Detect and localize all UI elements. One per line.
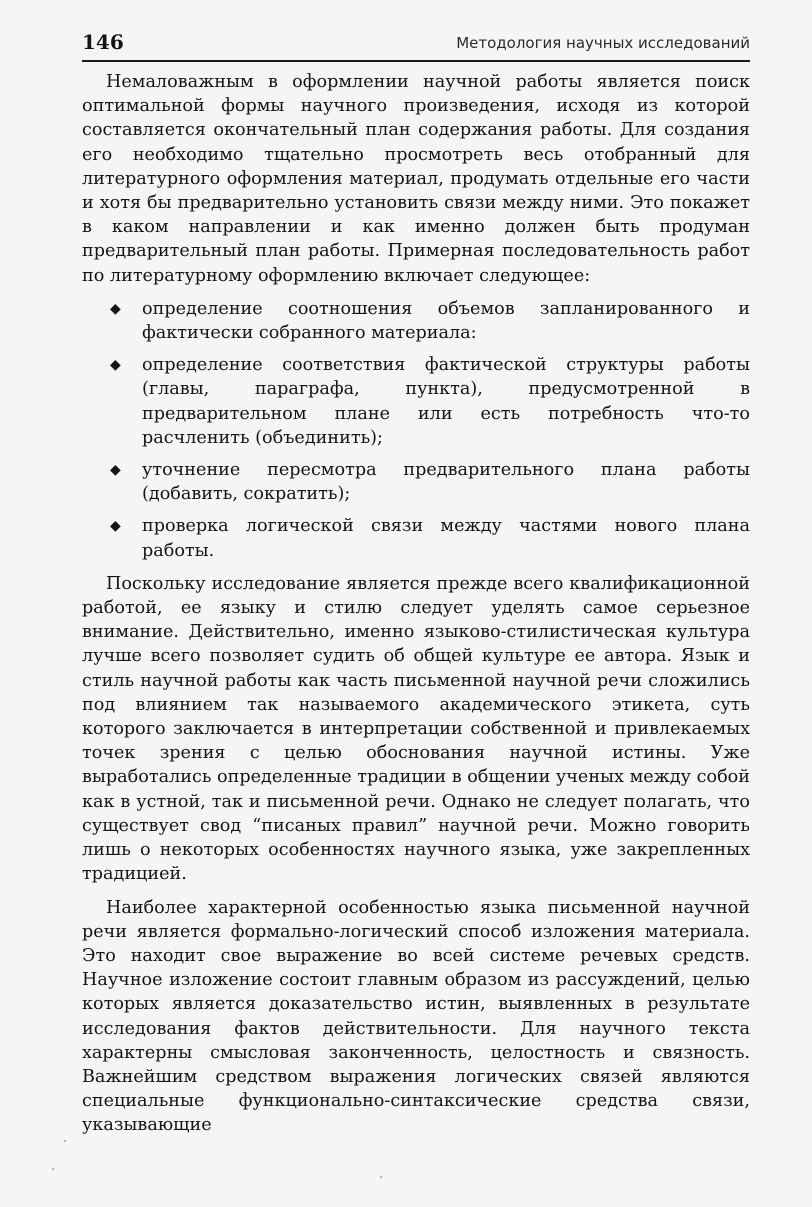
list-item-text: определение соответствия фактической структуры работы (главы, параграфа, пункта), предусмотренной в предварительном плане или есть потребность что-то расчленить (объединить); — [142, 355, 750, 448]
scan-speck — [52, 1168, 54, 1170]
list-item — [82, 353, 750, 450]
scan-speck — [64, 1140, 66, 1142]
list-item-text: проверка логической связи между частями нового плана работы. — [142, 516, 750, 561]
paragraph-intro: Немаловажным в оформлении научной работы является поиск оптимальной формы научного произведения, исходя из которой составляется окончательный план содержания работы. Для создания его необходимо тщательно просмотреть весь отобранный для литературного оформления материал, продумать отдельные его части и хотя бы предварительно установить связи между ними. Это покажет в каком направлении и как именно должен быть продуман предварительный план работы. Примерная последовательность работ по литературному оформлению включает следующее: — [82, 72, 750, 286]
list-item-text: определение соотношения объемов запланированного и фактически собранного материала: — [142, 298, 750, 344]
paragraph-style: Поскольку исследование является прежде всего квалификационной работой, ее языку и стилю следует уделять самое серьезное внимание. Действительно, именно языково-стилистическая культура лучше всего позволяет судить об общей культуре ее автора. Язык и стиль научной работы как часть письменной научной речи сложились под влиянием так называемого академического этикета, суть которого заключается в интерпретации собственной и привлекаемых точек зрения с целью обоснования научной истины. Уже выработались определенные традиции в общении ученых между собой как в устной, так и письменной речи. Однако не следует полагать, что существует свод “писаных правил” научной речи. Можно говорить лишь о некоторых особенностях научного языка, уже закрепленных традицией. — [82, 573, 750, 885]
diamond-bullet-icon: ◆ — [110, 462, 121, 479]
diamond-bullet-icon: ◆ — [110, 300, 121, 317]
diamond-bullet-icon: ◆ — [110, 357, 121, 374]
diamond-bullet-icon: ◆ — [110, 518, 121, 535]
list-item-text: уточнение пересмотра предварительного плана работы (добавить, сократить); — [142, 460, 750, 505]
paragraph-logic: Наиболее характерной особенностью языка письменной научной речи является формально-логический способ изложения материала. Это находит свое выражение во всей системе речевых средств. Научное изложение состоит главным образом из рассуждений, целью которых является доказательство истин, выявленных в результате исследования фактов действительности. Для научного текста характерны смысловая законченность, целостность и связность. Важнейшим средством выражения логических связей являются специальные функционально-синтаксические средства связи, указывающие — [82, 897, 750, 1136]
scan-speck — [380, 1176, 382, 1178]
page-number: 146 — [82, 30, 124, 54]
page-header — [82, 30, 750, 62]
bullet-list — [82, 297, 750, 563]
list-item — [82, 514, 750, 562]
list-item — [82, 458, 750, 506]
running-title: Методология научных исследований — [456, 34, 750, 52]
body-text — [82, 70, 750, 1147]
list-item — [82, 297, 750, 345]
